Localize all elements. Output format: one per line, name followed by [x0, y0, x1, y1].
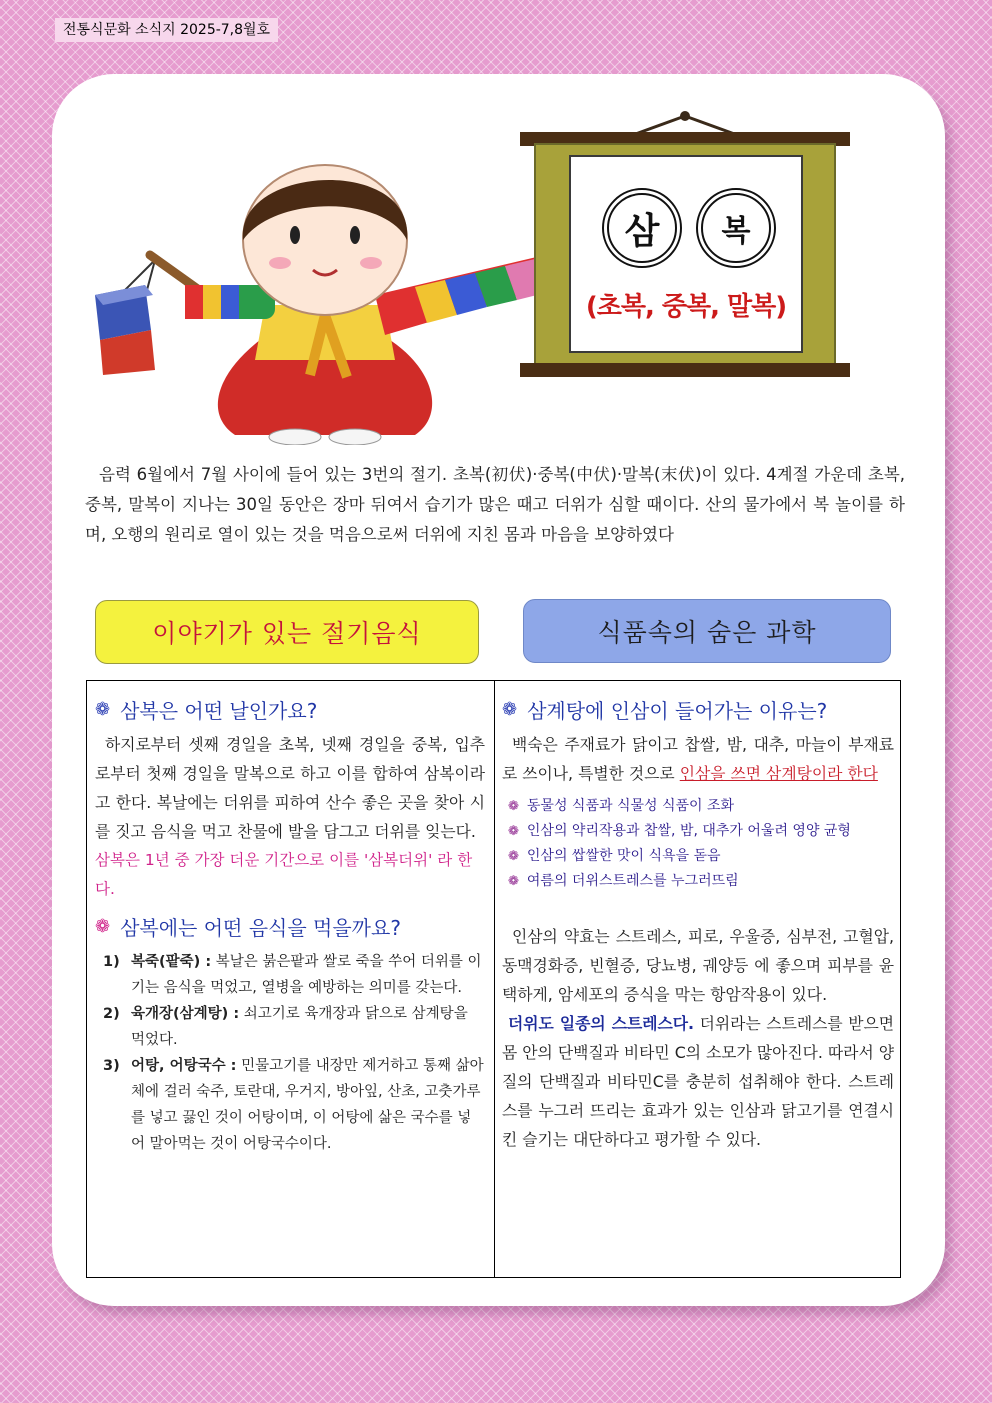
- bullet-icon: ❁: [508, 824, 519, 839]
- samgyetang-highlight: 인삼을 쓰면 삼계탕이라 한다: [679, 764, 878, 783]
- benefit-item: ❁ 동물성 식품과 식물성 식품이 조화: [508, 794, 894, 819]
- hidden-science-button[interactable]: 식품속의 숨은 과학: [523, 599, 891, 663]
- question-text: 삼복에는 어떤 음식을 먹을까요?: [120, 916, 401, 940]
- question-text: 삼계탕에 인삼이 들어가는 이유는?: [527, 699, 828, 723]
- bullet-icon: ❁: [508, 849, 519, 864]
- food-item: [103, 1053, 485, 1157]
- content-table: [86, 680, 901, 1278]
- food-item: [103, 949, 485, 1001]
- scroll-frame: [520, 108, 850, 380]
- sambok-emblem-right: [696, 188, 776, 268]
- food-item-number: 2): [103, 1006, 120, 1022]
- food-item-name: 복죽(팥죽) :: [131, 954, 212, 970]
- heat-stress-lead: 더위도 일종의 스트레스다.: [508, 1014, 695, 1033]
- question-text: 삼복은 어떤 날인가요?: [120, 699, 318, 723]
- scroll-title-right: 복: [721, 214, 751, 249]
- flower-icon: ❁: [95, 916, 111, 937]
- sambok-note: 삼복은 1년 중 가장 더운 기간으로 이를 '삼복더위' 라 한다.: [95, 851, 473, 898]
- food-list: [95, 949, 485, 1157]
- sambok-emblem-left: [602, 188, 682, 268]
- column-divider: [494, 681, 495, 1277]
- scroll-hanger-icon: [520, 108, 850, 380]
- question-heading-foods: [95, 912, 485, 941]
- hanbok-child-illustration: [85, 145, 585, 445]
- samgyetang-text: 백숙은 주재료가 닭이고 찹쌀, 밤, 대추, 마늘이 부재료로 쓰이나, 특별한 것으로: [502, 735, 894, 783]
- sambok-description: 하지로부터 셋째 경일을 초복, 넷째 경일을 중복, 입추로부터 첫째 경일을 말복으로 하고 이를 합하여 삼복이라고 한다. 복날에는 더위를 피하여 산수 좋은 곳을 찾아 시를 짓고 음식을 먹고 찬물에 발을 담그고 더위를 잊는다.: [95, 735, 485, 841]
- heat-stress-text: 더위라는 스트레스를 받으면 몸 안의 단백질과 비타민 C의 소모가 많아진다. 따라서 양질의 단백질과 비타민C를 충분히 섭취해야 한다. 스트레스를 누그러 뜨리는 효과가 있는 인삼과 닭고기를 연결시킨 슬기는 대단하다고 평가할 수 있다.: [502, 1014, 895, 1149]
- right-column: [502, 681, 894, 1154]
- food-item-text: 민물고기를 내장만 제거하고 통째 삶아 체에 걸러 숙주, 토란대, 우거지, 방아잎, 산초, 고춧가루를 넣고 끓인 것이 어탕이며, 이 어탕에 삶은 국수를 넣어 말아먹는 것이 어탕국수이다.: [131, 1058, 484, 1152]
- food-item: [103, 1001, 485, 1053]
- samgyetang-description: [502, 730, 894, 788]
- scroll-subtitle: (초복, 중복, 말복): [585, 292, 787, 322]
- flower-icon: ❁: [502, 699, 518, 720]
- ginseng-effects-paragraph: 인삼의 약효는 스트레스, 피로, 우울증, 심부전, 고혈압, 동맥경화증, 빈혈증, 당뇨병, 궤양등 에 좋으며 피부를 윤택하게, 암세포의 증식을 막는 항암작용이 있다.: [502, 927, 894, 1004]
- question-heading-ginseng: [502, 695, 894, 724]
- seasonal-food-story-button[interactable]: 이야기가 있는 절기음식: [95, 600, 479, 664]
- intro-paragraph: 음력 6월에서 7월 사이에 들어 있는 3번의 절기. 초복(初伏)·중복(中伏)·말복(末伏)이 있다. 4계절 가운데 초복, 중복, 말복이 지나는 30일 동안은 장마 뒤여서 습기가 많은 때고 더위가 심할 때이다. 산의 물가에서 복 놀이를 하며, 오행의 원리로 열이 있는 것을 먹음으로써 더위에 지친 몸과 마음을 보양하였다: [85, 465, 905, 544]
- benefit-item: ❁ 여름의 더위스트레스를 누그러뜨림: [508, 869, 894, 894]
- question-heading-sambok: [95, 695, 485, 724]
- food-item-name: 육개장(삼계탕) :: [131, 1006, 240, 1022]
- food-item-number: 1): [103, 954, 120, 970]
- food-item-text: 복날은 붉은팥과 쌀로 죽을 쑤어 더위를 이기는 음식을 먹었고, 열병을 예방하는 의미를 갖는다.: [131, 954, 482, 996]
- heat-stress-paragraph: [502, 1009, 894, 1154]
- newsletter-issue-tag: 전통식문화 소식지 2025-7,8월호: [55, 18, 278, 42]
- bullet-icon: ❁: [508, 799, 519, 814]
- food-item-name: 어탕, 어탕국수 :: [131, 1058, 237, 1074]
- bullet-icon: ❁: [508, 874, 519, 889]
- food-item-number: 3): [103, 1058, 120, 1074]
- ginseng-benefit-list: [502, 794, 894, 894]
- benefit-item: ❁ 인삼의 약리작용과 찹쌀, 밤, 대추가 어울려 영양 균형: [508, 819, 894, 844]
- food-item-text: 쇠고기로 육개장과 닭으로 삼계탕을 먹었다.: [131, 1006, 468, 1048]
- flower-icon: ❁: [95, 699, 111, 720]
- scroll-title-left: 삼: [624, 210, 660, 252]
- benefit-item: ❁ 인삼의 쌉쌀한 맛이 식욕을 돋음: [508, 844, 894, 869]
- left-column: [95, 681, 485, 1157]
